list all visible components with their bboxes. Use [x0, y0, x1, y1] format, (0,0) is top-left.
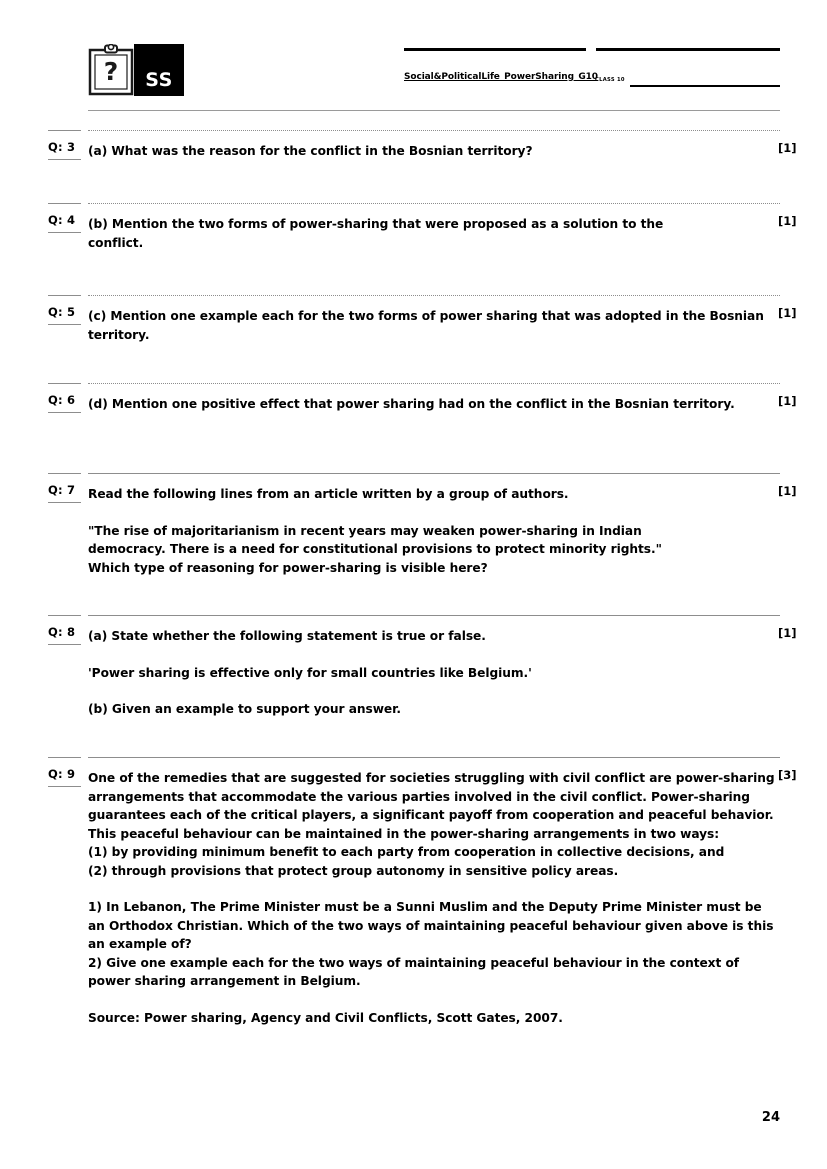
question-number-underline — [48, 412, 81, 413]
question-marks: [3] — [778, 768, 797, 782]
question-number: Q: 3 — [48, 140, 76, 154]
question-paragraph: (b) Given an example to support your answer. — [88, 702, 401, 716]
question-paragraph: (c) Mention one example each for the two forms of power sharing that was adopted in the Bosnian territory. — [88, 309, 764, 342]
question-paragraph: 'Power sharing is effective only for small countries like Belgium.' — [88, 665, 532, 680]
question-text — [88, 307, 770, 344]
question-marks: [1] — [778, 394, 797, 408]
question-paragraph: 1) In Lebanon, The Prime Minister must be a Sunni Muslim and the Deputy Prime Minister must be an Orthodox Christian. Which of the two ways of maintaining peaceful behaviour given above is this an example of? — [88, 900, 774, 951]
question-number-underline — [48, 502, 81, 503]
question-text — [88, 142, 678, 161]
header-logo-group — [88, 44, 184, 96]
question-paragraph: (b) Mention the two forms of power-sharing that were proposed as a solution to the conflict. — [88, 217, 664, 250]
class-rule — [630, 85, 780, 87]
question-text — [88, 395, 760, 414]
separator-line — [88, 203, 780, 204]
question-paragraph: "The rise of majoritarianism in recent years may weaken power-sharing in Indian democracy. There is a need for constitutional provisions to protect minority rights." Which type of reasoning for power-sharing is visible here? — [88, 523, 662, 575]
page-number: 24 — [761, 1110, 780, 1125]
separator-stub — [48, 757, 81, 758]
separator-stub — [48, 615, 81, 616]
separator-stub — [48, 295, 81, 296]
question-paragraph: (a) What was the reason for the conflict in the Bosnian territory? — [88, 144, 533, 158]
question-paragraph: (d) Mention one positive effect that power sharing had on the conflict in the Bosnian territory. — [88, 397, 735, 411]
question-number: Q: 4 — [48, 213, 76, 227]
separator-line — [88, 130, 780, 131]
question-number: Q: 7 — [48, 483, 76, 497]
question-text — [88, 215, 678, 252]
source-citation: Source: Power sharing, Agency and Civil Conflicts, Scott Gates, 2007. — [88, 1010, 563, 1025]
question-paragraph: Read the following lines from an article written by a group of authors. — [88, 487, 569, 501]
separator-line — [88, 757, 780, 758]
clipboard-question-icon — [88, 44, 134, 96]
header-bottom-rule — [88, 110, 780, 111]
question-paragraph: (2) through provisions that protect group autonomy in sensitive policy areas. — [88, 863, 619, 878]
separator-stub — [48, 473, 81, 474]
question-paragraph: One of the remedies that are suggested for societies struggling with civil conflict are power-sharing arrangements that accommodate the various parties involved in the civil conflict. Power-sharing guarantees each of the critical players, a significant payoff from cooperation and peaceful behavior. — [88, 771, 775, 822]
question-marks: [1] — [778, 214, 797, 228]
question-marks: [1] — [778, 141, 797, 155]
question-number: Q: 9 — [48, 767, 76, 781]
question-text — [88, 627, 678, 719]
header-rule-right — [596, 48, 780, 51]
question-paragraph: 2) Give one example each for the two ways of maintaining peaceful behaviour in the context of power sharing arrangement in Belgium. — [88, 955, 740, 988]
question-number: Q: 8 — [48, 625, 76, 639]
question-paragraph: (a) State whether the following statement is true or false. — [88, 629, 486, 643]
separator-stub — [48, 383, 81, 384]
question-paragraph: This peaceful behaviour can be maintained in the power-sharing arrangements in two ways: — [88, 826, 720, 841]
question-number-underline — [48, 232, 81, 233]
question-number: Q: 5 — [48, 305, 76, 319]
question-marks: [1] — [778, 626, 797, 640]
question-number-underline — [48, 324, 81, 325]
separator-stub — [48, 130, 81, 131]
class-label: CLASS 10 — [595, 77, 625, 83]
question-number-underline — [48, 786, 81, 787]
question-number-underline — [48, 644, 81, 645]
question-paragraph: (1) by providing minimum benefit to each party from cooperation in collective decisions, and — [88, 845, 725, 859]
separator-stub — [48, 203, 81, 204]
separator-line — [88, 473, 780, 474]
separator-line — [88, 383, 780, 384]
separator-line — [88, 295, 780, 296]
question-marks: [1] — [778, 484, 797, 498]
question-text — [88, 769, 778, 1027]
question-number: Q: 6 — [48, 393, 76, 407]
subject-badge: SS — [134, 44, 184, 96]
question-number-underline — [48, 159, 81, 160]
subject-code-label: Social&PoliticalLife_PowerSharing_G10 — [404, 72, 598, 82]
separator-line — [88, 615, 780, 616]
question-marks: [1] — [778, 306, 797, 320]
header-rule-left — [404, 48, 586, 51]
question-text — [88, 485, 678, 577]
svg-text:?: ? — [103, 57, 119, 86]
page-header — [0, 0, 827, 118]
